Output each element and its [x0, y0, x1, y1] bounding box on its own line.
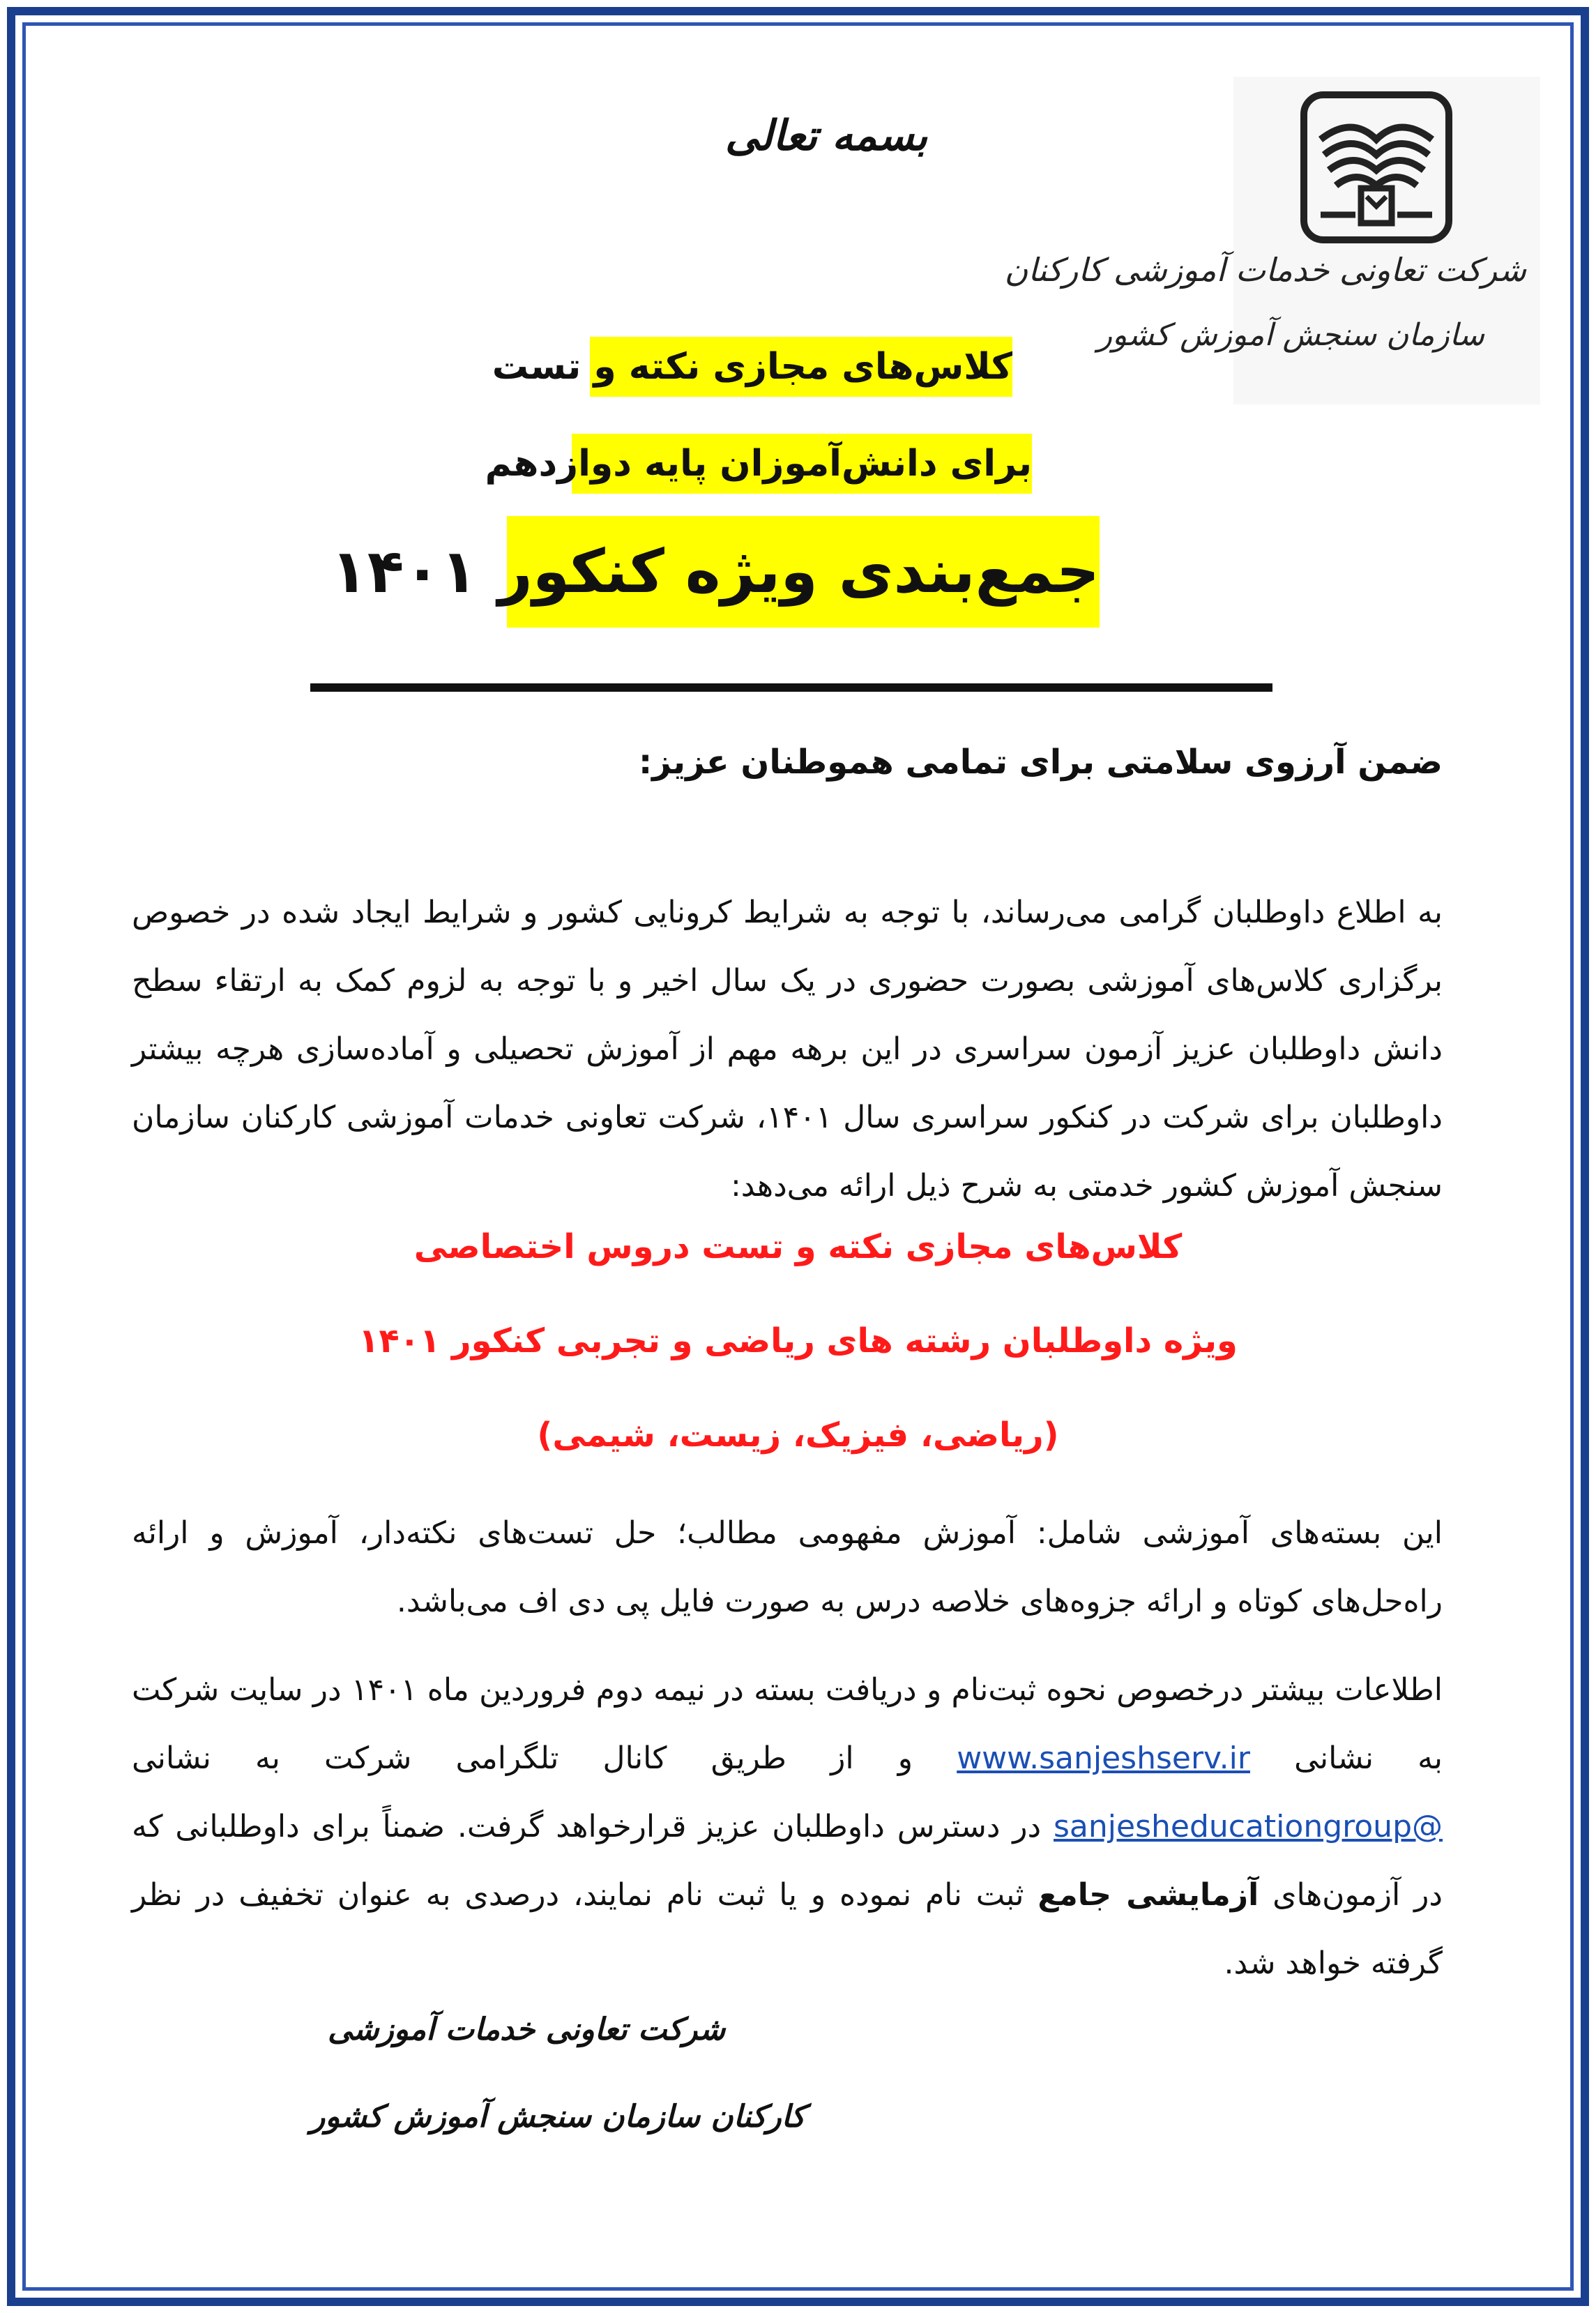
website-link[interactable]: www.sanjeshserv.ir — [957, 1741, 1250, 1776]
title-line-2: برای دانش‌آموزان پایه دوازدهم — [572, 434, 1032, 494]
course-subjects: (ریاضی، فیزیک، زیست، شیمی) — [537, 1416, 1059, 1455]
registration-info-paragraph — [132, 1656, 1443, 1981]
signature-line-2: کارکنان سازمان سنجش آموزش کشور — [310, 2099, 805, 2134]
telegram-channel-link[interactable]: @sanjesheducationgroup — [1054, 1809, 1443, 1844]
logo-text-organization: سازمان سنجش آموزش کشور — [1097, 317, 1484, 353]
registration-text-1: اطلاعات بیشتر درخصوص نحوه ثبت‌نام و دریافت بسته در نیمه دوم فروردین ماه ۱۴۰۱ در سایت شرکت به نشانی — [132, 1672, 1443, 1776]
course-heading-1: کلاس‌های مجازی نکته و تست دروس اختصاصی — [413, 1227, 1183, 1266]
title-line-1: کلاس‌های مجازی نکته و تست — [590, 337, 1012, 397]
signature-line-1: شرکت تعاونی خدمات آموزشی — [328, 2012, 726, 2047]
exam-name-bold: آزمایشی جامع — [1038, 1877, 1259, 1913]
divider-rule — [310, 683, 1272, 692]
announcement-paragraph: به اطلاع داوطلبان گرامی می‌رساند، با توجه به شرایط کرونایی کشور و شرایط ایجاد شده در خصوص برگزاری کلاس‌های آموزشی بصورت حضوری در یک سال اخیر و با توجه به لزوم کمک به ارتقاء سطح دانش داوطلبان عزیز آزمون سراسری در این برهه مهم از آموزش تحصیلی و آماده‌سازی هرچه بیشتر داوطلبان برای شرکت در کنکور سراسری سال ۱۴۰۱، شرکت تعاونی خدمات آموزشی کارکنان سازمان سنجش آموزش کشور خدمتی به شرح ذیل ارائه می‌دهد: — [132, 895, 1443, 1204]
greeting-text: ضمن آرزوی سلامتی برای تمامی هموطنان عزیز: — [638, 743, 1443, 782]
package-description-paragraph: این بسته‌های آموزشی شامل: آموزش مفهومی مطالب؛ حل تست‌های نکته‌دار، آموزش و ارائه راه‌حل‌های کوتاه و ارائه جزوه‌های خلاصه درس به صورت فایل پی دی اف می‌باشد. — [132, 1515, 1443, 1619]
registration-text-4: ثبت نام نموده و یا ثبت نام نمایند، درصدی به عنوان تخفیف در نظر گرفته خواهد شد. — [132, 1877, 1443, 1981]
logo-text-company: شرکت تعاونی خدمات آموزشی کارکنان — [1004, 251, 1526, 289]
registration-text-3: در دسترس داوطلبان عزیز قرارخواهد گرفت. ضمناً برای داوطلبانی که در آزمون‌های — [132, 1809, 1443, 1913]
basmala-heading: بسمه تعالی — [725, 112, 928, 160]
organization-logo — [1004, 77, 1540, 404]
registration-text-2: و از طریق کانال تلگرامی شرکت به نشانی — [132, 1741, 957, 1776]
course-heading-2: ویژه داوطلبان رشته های ریاضی و تجربی کنکور ۱۴۰۱ — [358, 1321, 1238, 1360]
title-main: جمع‌بندی ویژه کنکور ۱۴۰۱ — [507, 516, 1100, 628]
book-logo-icon — [1300, 91, 1453, 244]
